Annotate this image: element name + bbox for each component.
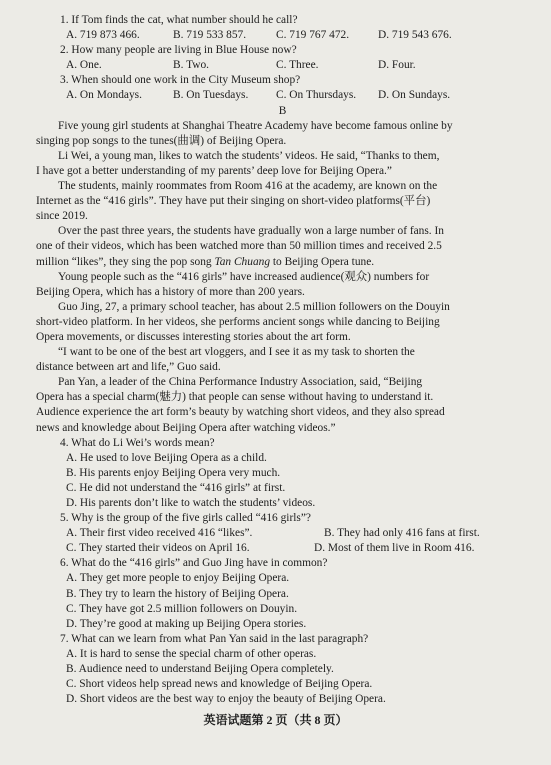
option-b: B. They had only 416 fans at first. [324,527,480,540]
question-4 [0,436,551,511]
question-5 [0,511,551,556]
question-3 [0,73,551,103]
option-d: D. Short videos are the best way to enjoy the beauty of Beijing Opera. [66,693,386,706]
option-c: C. They have got 2.5 million followers on Douyin. [66,602,298,615]
question-2-stem: 2. How many people are living in Blue House now? [60,44,297,57]
paragraph-7: “I want to be one of the best art vloggers, and I see it as my task to shorten the distance between art and life,” Guo said. [36,346,415,374]
option-b: B. On Tuesdays. [173,89,249,102]
paragraph-4: Over the past three years, the students have gradually won a large number of fans. In one of their videos, which has been watched more than 50 million times and received 2.5 million “likes”, they sing the pop song Tan Chuang to Beijing Opera tune. [36,225,444,268]
question-1-stem: 1. If Tom finds the cat, what number should he call? [60,14,298,26]
song-title: Tan Chuang [214,255,271,268]
option-c: C. Short videos help spread news and knowledge of Beijing Opera. [66,678,373,691]
paragraph-8: Pan Yan, a leader of the China Performance Industry Association, said, “Beijing Opera has a special charm(魅力) that people can sense without having to understand it. Audience experience the art form’s beauty by watching short videos, and they also spread news and knowledge about Beijing Opera after watching videos.” [36,376,445,434]
page-footer: 英语试题第 2 页（共 8 页） [203,713,348,728]
question-7-stem: 7. What can we learn from what Pan Yan said in the last paragraph? [60,632,369,645]
option-b: B. 719 533 857. [173,29,247,42]
option-a: A. 719 873 466. [66,29,140,42]
option-b: B. Two. [173,59,210,72]
option-b: B. They try to learn the history of Beijing Opera. [66,587,289,600]
question-6-stem: 6. What do the “416 girls” and Guo Jing have in common? [60,557,328,570]
option-a: A. It is hard to sense the special charm of other operas. [66,647,317,660]
option-a: A. One. [66,59,102,72]
option-a: A. On Mondays. [66,89,142,102]
option-d: D. Four. [378,59,416,72]
question-2 [0,43,551,73]
option-d: D. 719 543 676. [378,29,452,42]
question-1 [0,13,551,43]
option-c: C. Three. [276,59,319,72]
question-3-options [0,88,551,103]
option-d: D. Most of them live in Room 416. [314,542,475,555]
question-2-options [0,58,551,73]
option-b: B. His parents enjoy Beijing Opera very much. [66,466,281,479]
option-a: A. Their first video received 416 “likes”. [66,527,253,540]
question-1-options [0,28,551,43]
section-heading: B [278,104,287,117]
paragraph-5: Young people such as the “416 girls” have increased audience(观众) numbers for Beijing Opera, which has a history of more than 200 years. [36,270,430,298]
question-6 [0,556,551,631]
option-a: A. He used to love Beijing Opera as a child. [66,451,267,464]
paragraph-1: Five young girl students at Shanghai Theatre Academy have become famous online by singing pop songs to the tunes(曲调) of Beijing Opera. [36,119,453,147]
option-a: A. They get more people to enjoy Beijing Opera. [66,572,290,585]
reading-passage [0,119,551,436]
question-5-stem: 5. Why is the group of the five girls called “416 girls”? [60,512,311,525]
option-c: C. They started their videos on April 16. [66,542,250,555]
option-c: C. On Thursdays. [276,89,357,102]
option-d: D. They’re good at making up Beijing Opera stories. [66,617,307,630]
option-d: D. His parents don’t like to watch the students’ videos. [66,497,316,509]
option-c: C. He did not understand the “416 girls” at first. [66,481,286,494]
question-7 [0,632,551,707]
paragraph-3: The students, mainly roommates from Room 416 at the academy, are known on the Internet as the “416 girls”. They have put their singing on short-video platforms(平台) since 2019. [36,180,438,223]
option-d: D. On Sundays. [378,89,451,102]
question-3-stem: 3. When should one work in the City Museum shop? [60,74,301,87]
paragraph-6: Guo Jing, 27, a primary school teacher, has about 2.5 million followers on the Douyin short-video platform. In her videos, she performs ancient songs while dancing to Beijing Opera movements, or discusses interesting stories about the art form. [36,300,450,343]
option-c: C. 719 767 472. [276,29,350,42]
question-4-stem: 4. What do Li Wei’s words mean? [60,436,215,449]
paragraph-2: Li Wei, a young man, likes to watch the students’ videos. He said, “Thanks to them, I have got a better understanding of my parents’ deep love for Beijing Opera.” [36,149,440,177]
option-b: B. Audience need to understand Beijing Opera completely. [66,663,334,676]
